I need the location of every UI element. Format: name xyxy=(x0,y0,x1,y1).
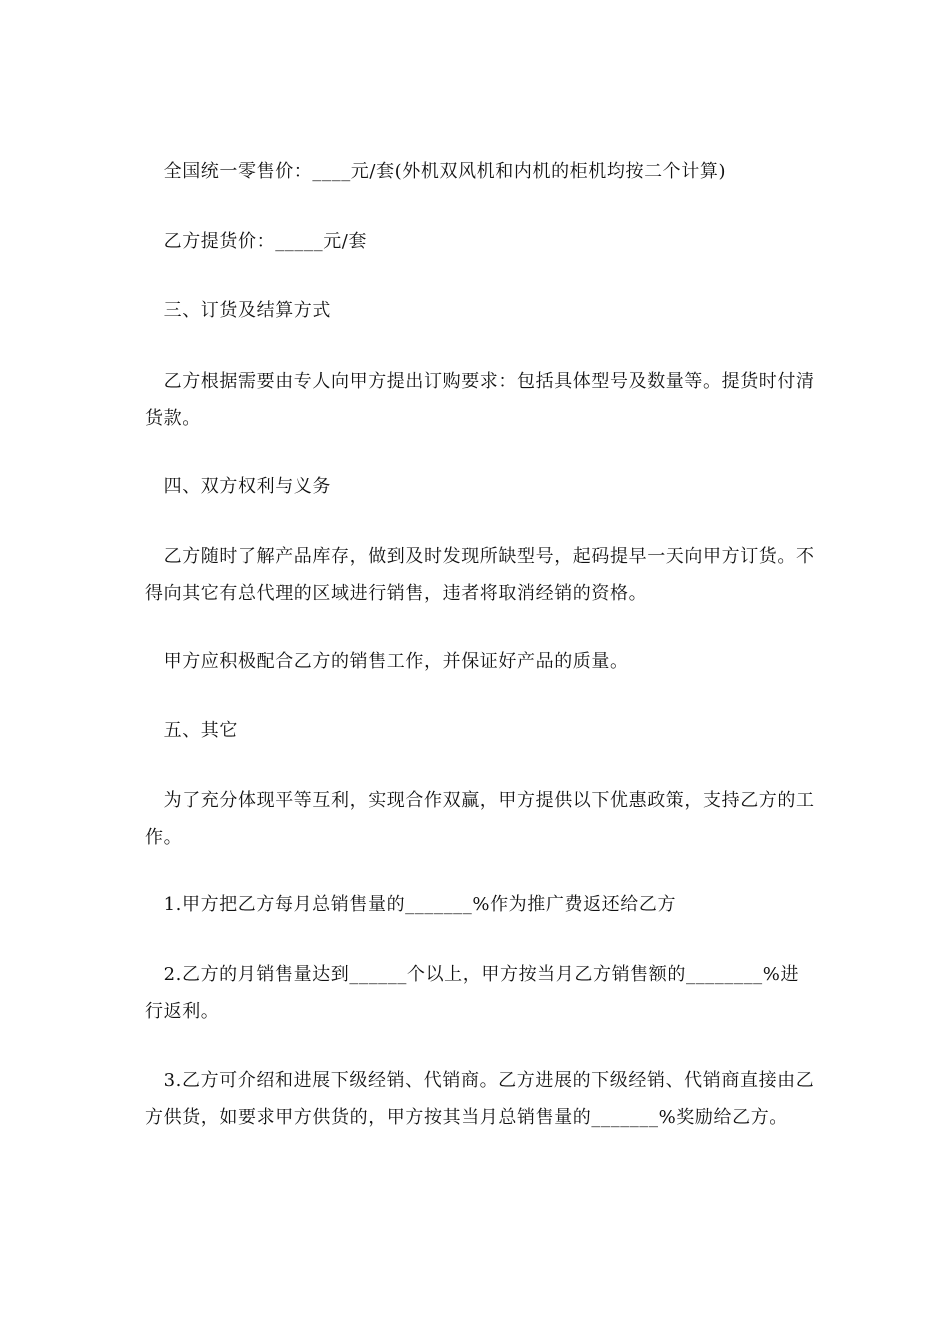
clause-2: 2.乙方的月销售量达到______个以上，甲方按当月乙方销售额的________%进行返利。 xyxy=(145,964,800,1022)
section-heading-rights: 四、双方权利与义务 xyxy=(145,476,331,497)
section-heading-other: 五、其它 xyxy=(145,720,238,741)
clause-1: 1.甲方把乙方每月总销售量的_______%作为推广费返还给乙方 xyxy=(145,894,677,915)
paragraph-preferential-policy: 为了充分体现平等互利，实现合作双赢，甲方提供以下优惠政策，支持乙方的工作。 xyxy=(145,790,815,848)
clause-3: 3.乙方可介绍和进展下级经销、代销商。乙方进展的下级经销、代销商直接由乙方供货，如要求甲方供货的，甲方按其当月总销售量的_______%奖励给乙方。 xyxy=(145,1070,815,1128)
section-heading-ordering: 三、订货及结算方式 xyxy=(145,300,331,321)
paragraph-retail-price: 全国统一零售价：____元/套(外机双风机和内机的柜机均按二个计算) xyxy=(145,161,727,182)
paragraph-cooperation: 甲方应积极配合乙方的销售工作，并保证好产品的质量。 xyxy=(145,651,629,672)
paragraph-inventory: 乙方随时了解产品库存，做到及时发现所缺型号，起码提早一天向甲方订货。不得向其它有总代理的区域进行销售，违者将取消经销的资格。 xyxy=(145,546,815,604)
paragraph-ordering: 乙方根据需要由专人向甲方提出订购要求：包括具体型号及数量等。提货时付清货款。 xyxy=(145,371,815,429)
paragraph-pickup-price: 乙方提货价：_____元/套 xyxy=(145,231,368,252)
